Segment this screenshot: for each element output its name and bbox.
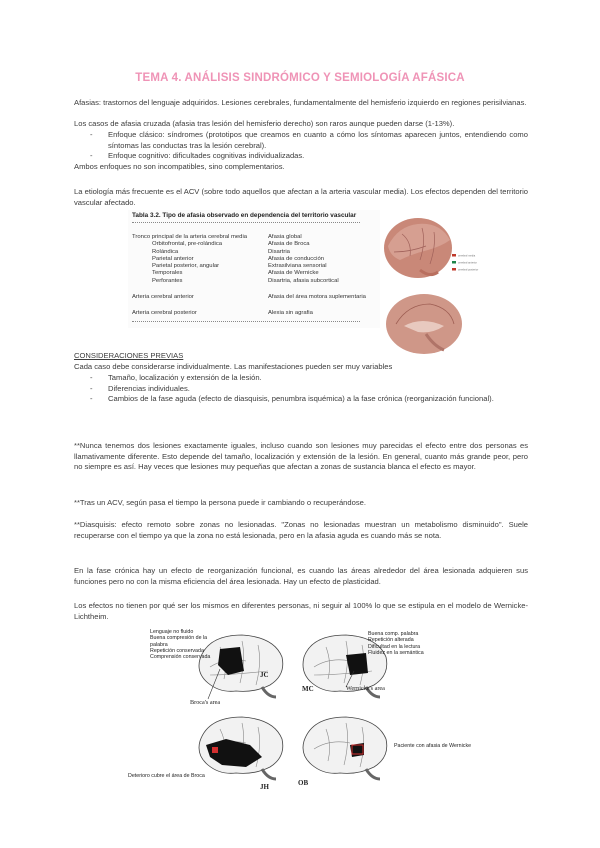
table-cell: Disartria [268,248,290,255]
jh-label: Deterioro cubre el área de Broca [128,773,205,779]
wernicke-model-paragraph: Los efectos no tienen por qué ser los mismos en diferentes personas, ni seguir al 100% lo que se estipula en el modelo de Wernicke-Lichtheim. [74,601,528,621]
case-initials-jc: JC [260,671,269,679]
wernicke-area-label: Wernicke's area [346,685,385,692]
intro-paragraph-1: Afasias: trastornos del lenguaje adquiridos. Lesiones cerebrales, fundamentalmente del hemisferio izquierdo en regiones perisilvianas. [74,98,527,107]
brain-jh [199,717,283,779]
legend-swatch [452,268,456,271]
table-cell: Temporales [152,270,183,277]
table-cell: Afasia de Broca [268,241,310,248]
ob-label: Paciente con afasia de Wernicke [394,743,472,749]
figure-label: Fluidez en la semántica [368,649,424,656]
considerations-paragraph: Cada caso debe considerarse individualmente. Las manifestaciones pueden ser muy variables [74,362,393,371]
legend-swatch [452,254,456,257]
figure-label: Dificultad en la lectura [368,643,421,650]
page-title: TEMA 4. ANÁLISIS SINDRÓMICO Y SEMIOLOGÍA AFÁSICA [135,72,465,84]
table-left-column [132,234,264,285]
table-caption: Tabla 3.2. Tipo de afasia observado en dependencia del territorio vascular [132,212,357,219]
mc-label-list [368,631,424,656]
vascular-territory-brain-image [382,212,480,358]
list-item: - Tamaño, localización y extensión de la lesión. [74,373,528,384]
figure-label: Lenguaje no fluido [150,629,194,635]
table-cell: Extrasilviana sensorial [268,263,327,270]
legend-label: cerebral media [458,254,476,258]
intro-paragraph-3: Ambos enfoques no son incompatibles, sino complementarios. [74,162,285,171]
table-rule [132,321,360,322]
table-cell: Disartria, afasia subcortical [268,277,339,284]
list-item: - Enfoque clásico: síndromes (prototipos que creamos en cuanto a cómo los síntomas aparecen juntos, entendiendo como síntomas las conductas tras la lesión cerebral). [74,130,528,151]
brain-jc [199,635,283,697]
note-acv: **Tras un ACV, según pasa el tiempo la persona puede ir cambiando o recuperándose. [74,498,366,507]
lesion-cases-figure [128,627,530,807]
jc-label-list [150,629,210,660]
figure-label: Buena comp. palabra [368,631,419,637]
table-cell: Parietal posterior, angular [152,263,220,270]
table-cell: Tronco principal de la arteria cerebral media [132,234,248,240]
figure-label: Comprensión conservada [150,654,211,661]
etiology-paragraph: La etiología más frecuente es el ACV (sobre todo aquellos que afectan a la arteria vascular media). Los efectos dependen del territorio vascular afectado. [74,187,528,207]
broca-area-label: Broca's area [190,699,221,706]
case-initials-mc: MC [302,685,314,693]
considerations-bullet-list [74,373,528,405]
list-item: - Diferencias individuales. [74,384,528,395]
table-cell: Perforantes [152,277,183,284]
figure-label: Buena compresión de la [150,635,208,642]
figure-label: palabra [150,641,168,648]
table-cell: Arteria cerebral posterior [132,310,197,316]
legend-label: cerebral posterior [458,268,479,272]
list-item: - Cambios de la fase aguda (efecto de diasquisis, penumbra isquémica) a la fase crónica (reorganización funcional). [74,394,528,405]
figure-label: Repetición conservada [150,647,204,654]
table-cell: Parietal anterior [152,255,194,262]
chronic-phase-paragraph: En la fase crónica hay un efecto de reorganización funcional, es cuando las áreas alrededor del área lesionada adquieren sus funciones pero no con la misma eficiencia del área lesionada. Hay un efecto de plasticidad. [74,566,528,586]
legend-label: cerebral anterior [458,261,477,265]
table-rule [132,222,360,223]
table-cell: Afasia global [268,234,302,240]
table-cell: Afasia del área motora suplementaria [268,294,366,300]
list-item: - Enfoque cognitivo: dificultades cognitivas individualizadas. [74,151,528,162]
case-initials-ob: OB [298,779,309,787]
table-cell: Orbitofrontal, pre-rolándica [152,241,223,248]
table-right-column [268,234,380,285]
table-cell: Arteria cerebral anterior [132,294,194,300]
broca-marker [212,747,218,753]
intro-paragraph-2: Los casos de afasia cruzada (afasia tras lesión del hemisferio derecho) son raros aunque pueden darse (1-13%). [74,119,455,128]
note-lesions: **Nunca tenemos dos lesiones exactamente iguales, incluso cuando son lesiones muy parecidas el efecto entre dos personas es llamativamente diferente. Esto depende del tamaño, localización y extensión de la lesión. En general, cuanto más grande peor, pero no siempre es así. Hay veces que lesiones muy pequeñas que afectan a zonas de sustancia blanca el efecto es mayor. [74,441,528,472]
table-cell: Afasia de conducción [268,255,324,262]
table-cell: Rolándica [152,248,179,255]
case-initials-jh: JH [260,783,269,791]
table-cell: Alexia sin agrafia [268,310,313,316]
brain-ob [303,717,387,779]
vascular-territory-table [128,210,380,328]
table-cell: Afasia de Wernicke [268,270,319,277]
intro-bullet-list [74,130,528,162]
note-diasquisis: **Diasquisis: efecto remoto sobre zonas no lesionadas. "Zonas no lesionadas muestran un metabolismo disminuido". Suele recuperarse con el tiempo ya que la zona no está lesionada, pero en la afasia aguda es cuando más se nota. [74,520,528,540]
figure-label: Repetición alterada [368,637,414,644]
legend-swatch [452,261,456,264]
section-heading-considerations: CONSIDERACIONES PREVIAS [74,351,184,360]
